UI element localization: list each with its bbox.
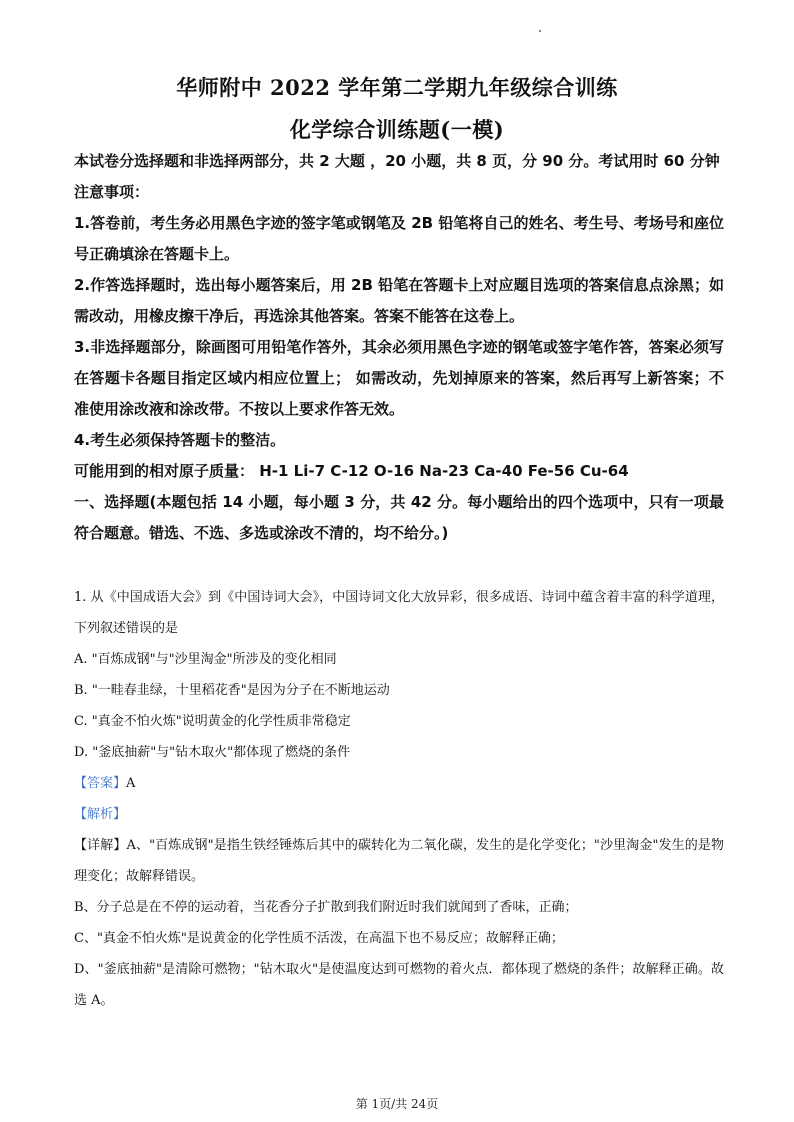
page-footer: 第 1页/共 24页: [355, 1097, 439, 1111]
exam-title: 华师附中 2022 学年第二学期九年级综合训练: [176, 75, 618, 100]
detail-line-c: C、"真金不怕火炼"是说黄金的化学性质不活泼，在高温下也不易反应；故解释正确；: [74, 931, 564, 946]
atomic-masses: 可能用到的相对原子质量： H-1 Li-7 C-12 O-16 Na-23 Ca-40 Fe-56 Cu-64: [74, 462, 629, 480]
section-heading: 一、选择题(本题包括 14 小题，每小题 3 分，共 42 分。每小题给出的四个选项中，只有一项最符合题意。错选、不选、多选或涂改不清的，均不给分。): [74, 493, 724, 542]
detail-line-d: D、"釜底抽薪"是清除可燃物；"钻木取火"是使温度达到可燃物的着火点．都体现了燃烧的条件；故解释正确。故选 A。: [74, 962, 724, 1008]
option-a: A. "百炼成钢"与"沙里淘金"所涉及的变化相同: [74, 652, 337, 667]
notice-item-1: 1.答卷前，考生务必用黑色字迹的签字笔或钢笔及 2B 铅笔将自己的姓名、考生号、考场号和座位号正确填涂在答题卡上。: [74, 214, 724, 263]
notice-item-4: 4.考生必须保持答题卡的整洁。: [74, 431, 286, 449]
scan-dot: [539, 30, 541, 32]
detail-line-1: [74, 830, 724, 892]
instructions-block: [74, 146, 724, 549]
answer-value: A: [126, 776, 136, 791]
notice-item-2: 2.作答选择题时，选出每小题答案后，用 2B 铅笔在答题卡上对应题目选项的答案信息点涂黑；如需改动，用橡皮擦干净后，再选涂其他答案。答案不能答在这卷上。: [74, 276, 724, 325]
detail-line-b: B、分子总是在不停的运动着，当花香分子扩散到我们附近时我们就闻到了香味，正确；: [74, 900, 578, 915]
notice-title: 注意事项：: [74, 183, 150, 201]
question-1: [74, 582, 724, 1016]
question-stem: 1. 从《中国成语大会》到《中国诗词大会》，中国诗词文化大放异彩，很多成语、诗词中蕴含着丰富的科学道理，下列叙述错误的是: [74, 590, 724, 636]
detail-text-a: A、"百炼成钢"是指生铁经锤炼后其中的碳转化为二氧化碳，发生的是化学变化；"沙里淘金"发生的是物理变化；故解释错误。: [74, 838, 724, 884]
option-c: C. "真金不怕火炼"说明黄金的化学性质非常稳定: [74, 714, 351, 729]
detail-tag: 【详解】: [74, 838, 127, 853]
option-d: D. "釜底抽薪"与"钻木取火"都体现了燃烧的条件: [74, 745, 351, 760]
analysis-line: [74, 799, 724, 830]
option-b: B. "一畦春韭绿，十里稻花香"是因为分子在不断地运动: [74, 683, 390, 698]
answer-line: [74, 768, 724, 799]
exam-subtitle: 化学综合训练题(一模): [289, 117, 505, 142]
answer-tag: 【答案】: [74, 776, 127, 791]
notice-item-3: 3.非选择题部分，除画图可用铅笔作答外，其余必须用黑色字迹的钢笔或签字笔作答，答案必须写在答题卡各题目指定区域内相应位置上； 如需改动，先划掉原来的答案，然后再写上新答案；不准使用涂改液和涂改带。不按以上要求作答无效。: [74, 338, 724, 418]
exam-intro: 本试卷分选择题和非选择两部分，共 2 大题 ，20 小题，共 8 页，分 90 分。考试用时 60 分钟: [74, 152, 720, 170]
analysis-tag: 【解析】: [74, 807, 127, 822]
